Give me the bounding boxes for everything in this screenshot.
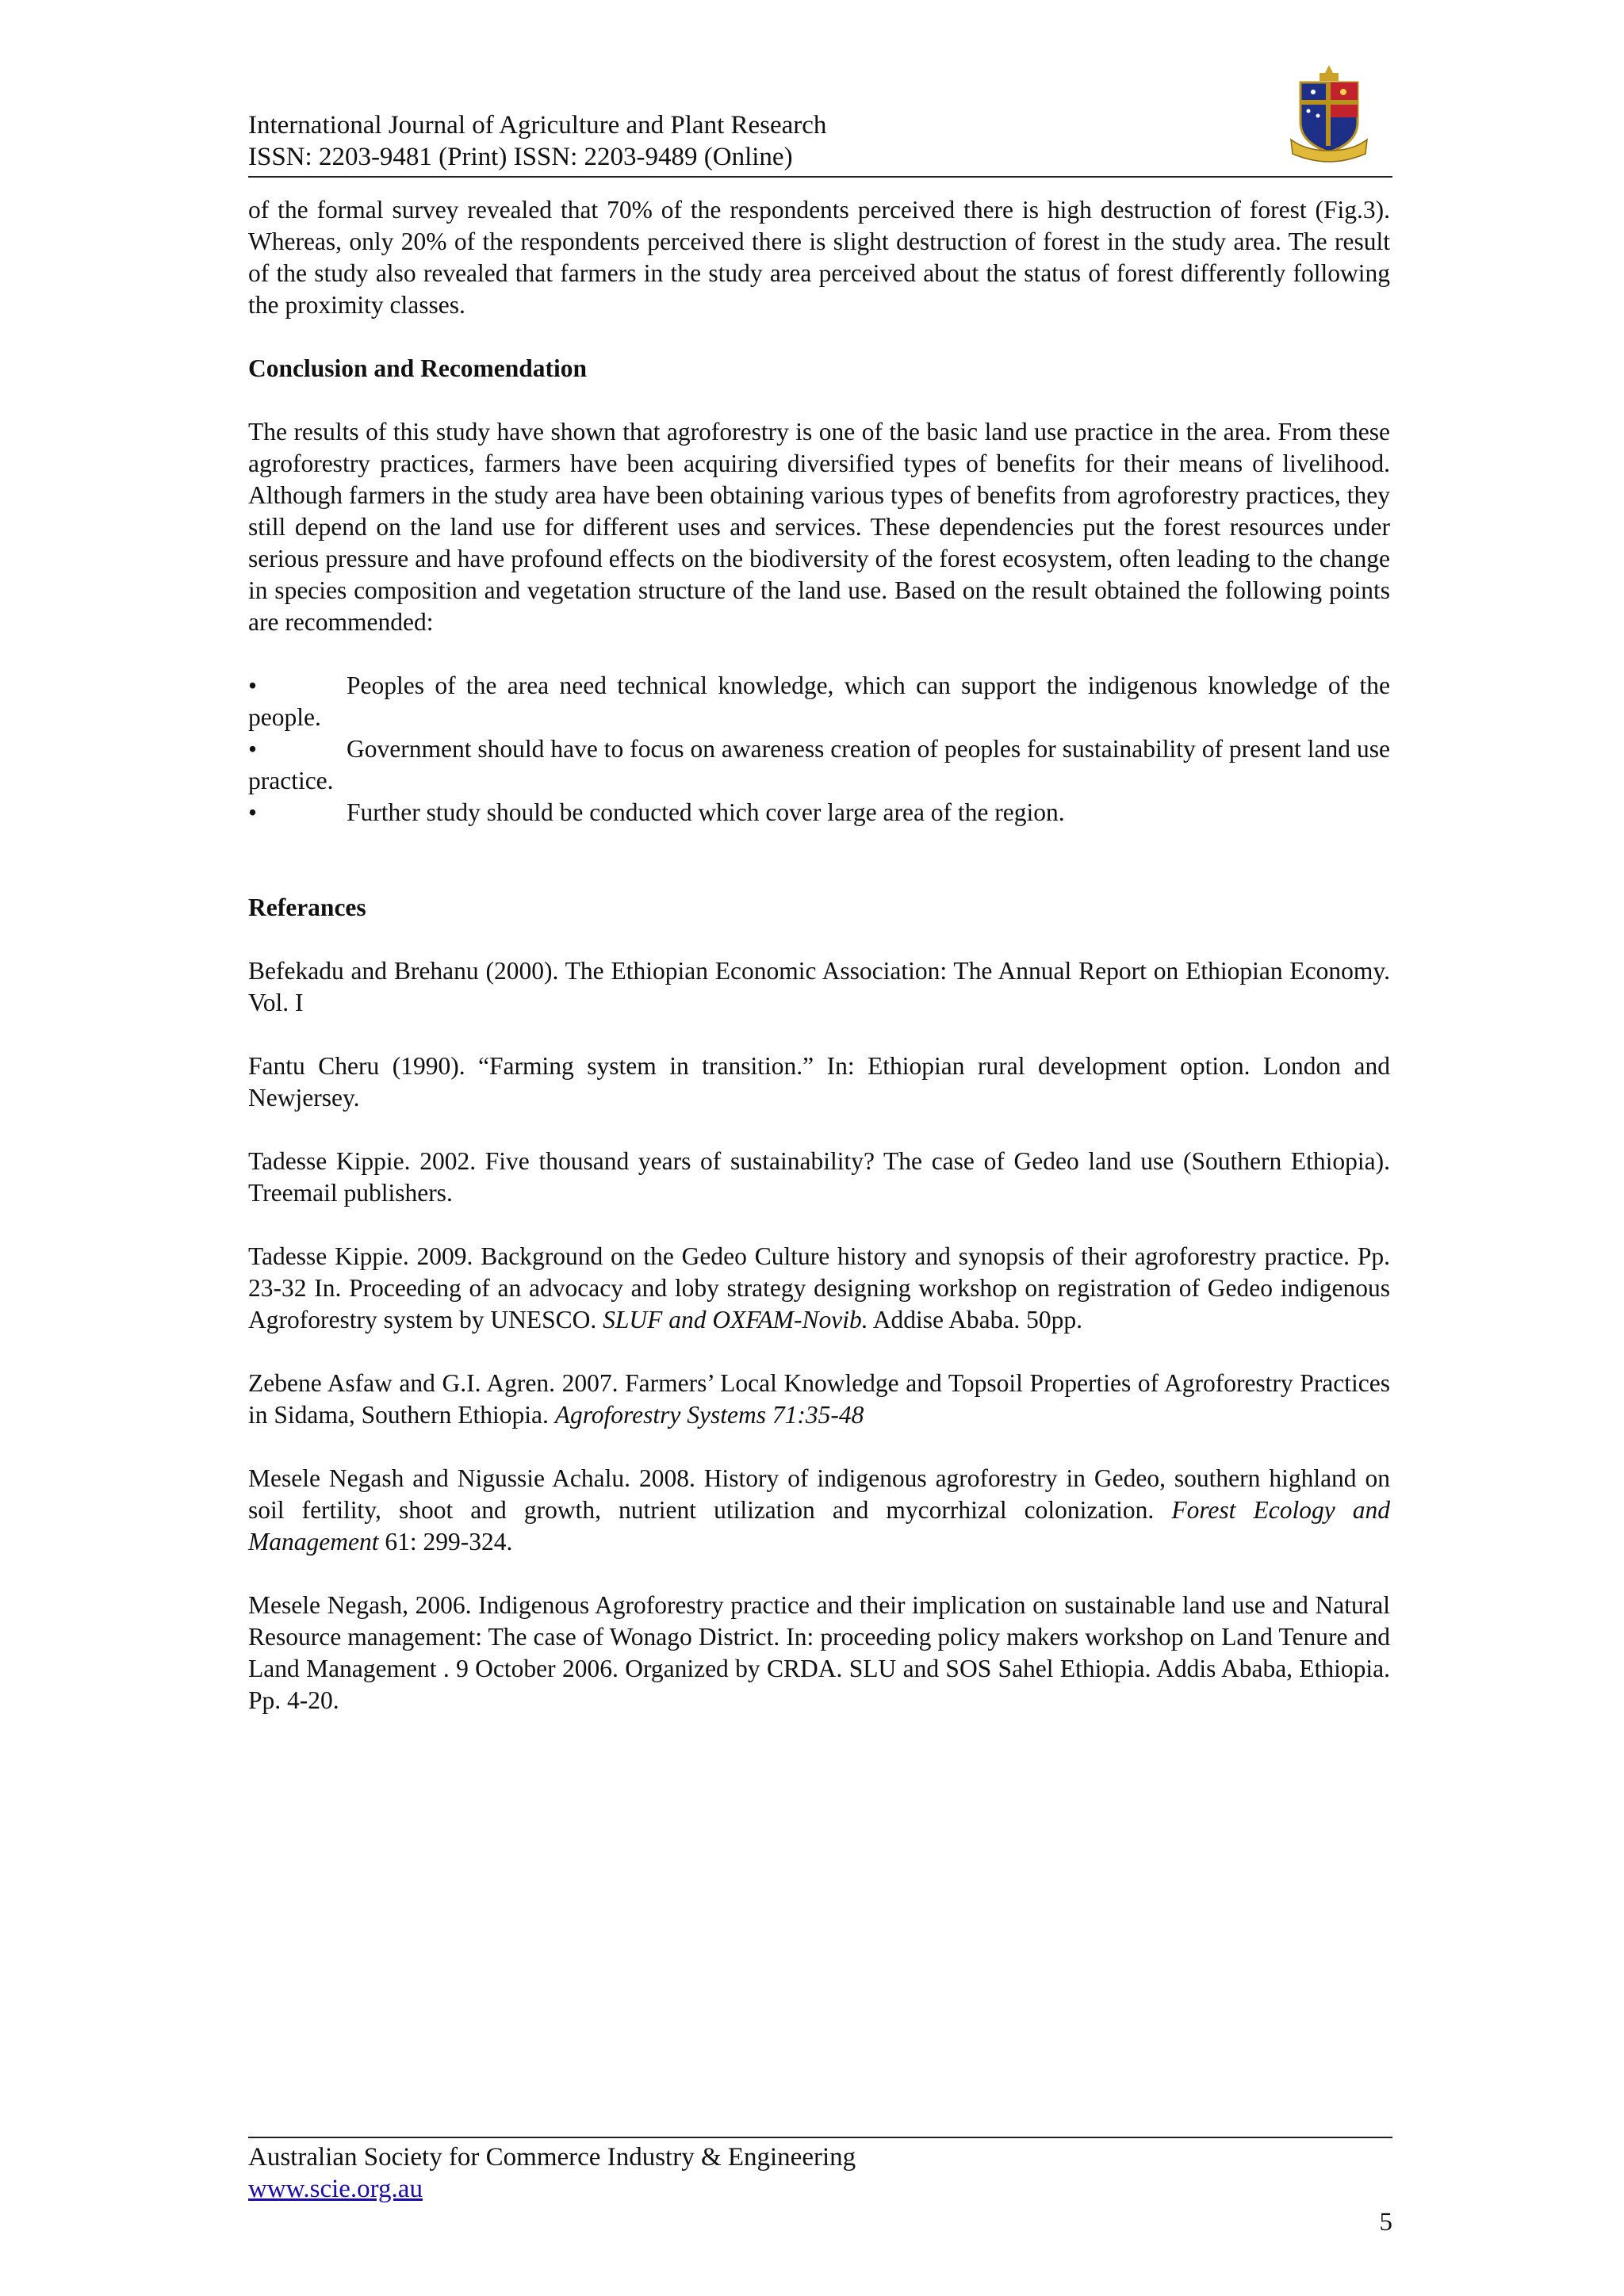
conclusion-paragraph: The results of this study have shown that agroforestry is one of the basic land use practice in the area. From these agroforestry practices, farmers have been acquiring diversified types of benefits for their means of livelihood. Although farmers in the study area have been obtaining various types of benefits from agroforestry practices, they still depend on the land use for different uses and services. These dependencies put the forest resources under serious pressure and have profound effects on the biodiversity of the forest ecosystem, often leading to the change in species composition and vegetation structure of the land use. Based on the result obtained the following points are recommended: <box>248 418 1390 636</box>
references-heading: Referances <box>248 894 366 921</box>
reference-item: Mesele Negash and Nigussie Achalu. 2008. History of indigenous agroforestry in Gedeo, southern highland on soil fertility, shoot and growth, nutrient utilization and mycorrhizal colonization. Forest Ecology and Management 61: 299-324. <box>248 1464 1390 1556</box>
reference-item: Fantu Cheru (1990). “Farming system in transition.” In: Ethiopian rural development option. London and Newjersey. <box>248 1052 1390 1112</box>
conclusion-heading: Conclusion and Recomendation <box>248 354 588 382</box>
intro-paragraph: of the formal survey revealed that 70% of the respondents perceived there is high destruction of forest (Fig.3). Whereas, only 20% of the respondents perceived there is slight destruction of forest in the study area. The result of the study also revealed that farmers in the study area perceived about the status of forest differently following the proximity classes. <box>248 196 1390 319</box>
reference-item: Befekadu and Brehanu (2000). The Ethiopian Economic Association: The Annual Report on Ethiopian Economy. Vol. I <box>248 957 1390 1016</box>
footer-organization: Australian Society for Commerce Industry & Engineering <box>248 2143 856 2172</box>
website-link[interactable]: www.scie.org.au <box>248 2175 423 2203</box>
bullet-icon: • <box>248 672 258 699</box>
page-number: 5 <box>1379 2208 1392 2237</box>
bullet-icon: • <box>248 798 258 826</box>
journal-title: International Journal of Agriculture and Plant Research <box>248 111 827 140</box>
scie-logo-icon <box>1289 63 1369 166</box>
document-body <box>248 194 1390 1716</box>
reference-item: Zebene Asfaw and G.I. Agren. 2007. Farmers’ Local Knowledge and Topsoil Properties of Agroforestry Practices in Sidama, Southern Ethiopia. Agroforestry Systems 71:35-48 <box>248 1369 1390 1429</box>
reference-item: Mesele Negash, 2006. Indigenous Agroforestry practice and their implication on sustainable land use and Natural Resource management: The case of Wonago District. In: proceeding policy makers workshop on Land Tenure and Land Management . 9 October 2006. Organized by CRDA. SLU and SOS Sahel Ethiopia. Addis Ababa, Ethiopia. Pp. 4-20. <box>248 1591 1390 1714</box>
bullet-icon: • <box>248 735 258 763</box>
reference-item: Tadesse Kippie. 2002. Five thousand years of sustainability? The case of Gedeo land use (Southern Ethiopia). Treemail publishers. <box>248 1147 1390 1207</box>
recommendation-bullet: • Government should have to focus on awareness creation of peoples for sustainability of present land use practice. <box>248 735 1390 794</box>
page-footer <box>248 2137 1392 2237</box>
recommendation-bullet: • Peoples of the area need technical knowledge, which can support the indigenous knowledge of the people. <box>248 672 1390 731</box>
reference-item: Tadesse Kippie. 2009. Background on the Gedeo Culture history and synopsis of their agroforestry practice. Pp. 23-32 In. Proceeding of an advocacy and loby strategy designing workshop on registration of Gedeo indigenous Agroforestry system by UNESCO. SLUF and OXFAM-Novib. Addise Ababa. 50pp. <box>248 1242 1390 1334</box>
recommendation-bullet: • Further study should be conducted which cover large area of the region. <box>248 797 1390 828</box>
page-header <box>248 109 1392 178</box>
issn-line: ISSN: 2203-9481 (Print) ISSN: 2203-9489 (Online) <box>248 143 793 171</box>
